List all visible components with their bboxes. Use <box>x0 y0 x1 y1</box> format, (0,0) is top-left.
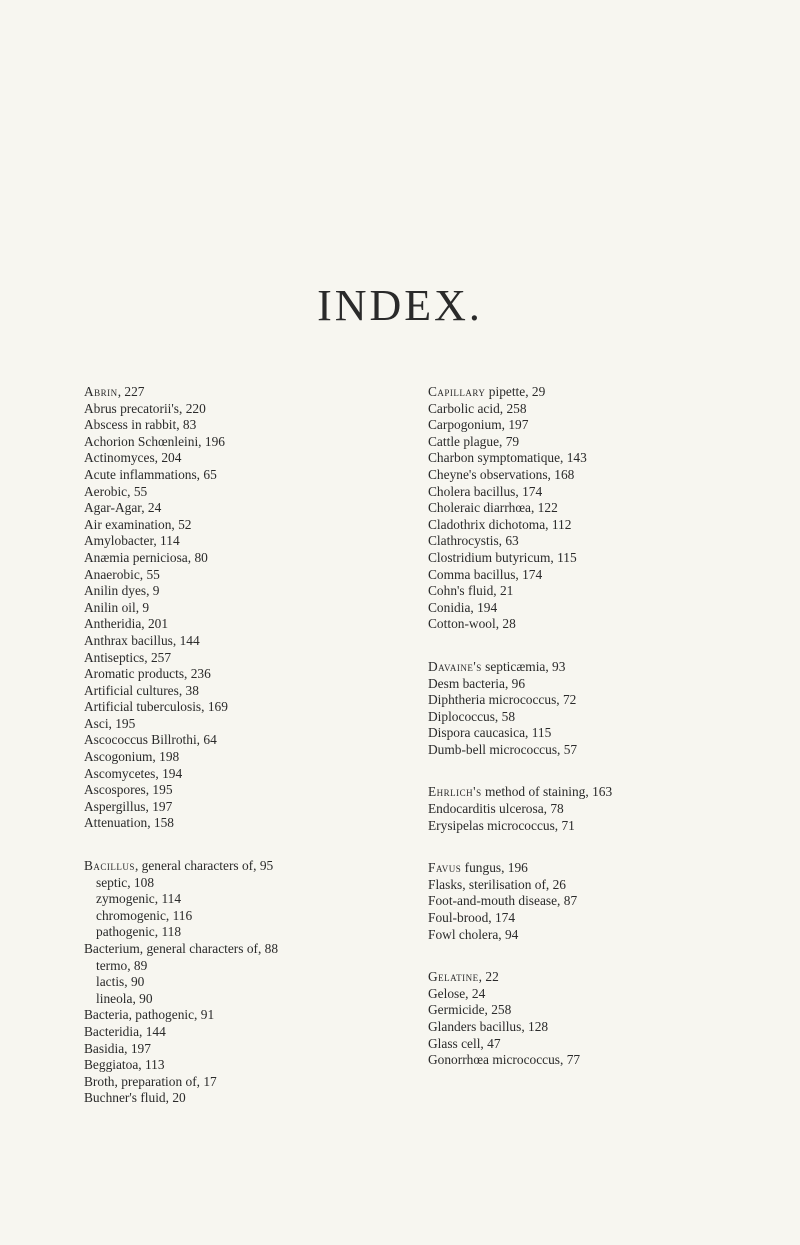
index-entry-text: septicæmia, 93 <box>481 658 566 674</box>
index-entry <box>428 384 800 401</box>
index-entry: Ascogonium, 198 <box>84 749 180 765</box>
index-entry: Actinomyces, 204 <box>84 450 182 466</box>
index-entry-lead: Abrin <box>84 384 118 399</box>
index-entry: Ascospores, 195 <box>84 782 173 798</box>
index-entry <box>84 858 464 875</box>
index-entry: Cheyne's observations, 168 <box>428 466 575 482</box>
index-entry: Artificial tuberculosis, 169 <box>84 699 228 715</box>
index-entry-text: method of staining, 163 <box>481 784 613 800</box>
index-section <box>84 858 464 1107</box>
index-entry-text: fungus, 196 <box>461 860 528 876</box>
index-section <box>428 659 800 759</box>
index-entry <box>428 860 800 877</box>
index-entry: Aerobic, 55 <box>84 483 148 499</box>
index-entry: Anaerobic, 55 <box>84 566 160 582</box>
index-subentry: lineola, 90 <box>96 990 153 1006</box>
index-entry-text: , general characters of, 95 <box>134 858 274 874</box>
index-section <box>428 969 800 1069</box>
index-entry: Comma bacillus, 174 <box>428 566 543 582</box>
index-entry: Charbon symptomatique, 143 <box>428 450 587 466</box>
page-title: INDEX. <box>317 281 483 330</box>
index-entry-text: pipette, 29 <box>485 384 546 399</box>
index-entry: Abscess in rabbit, 83 <box>84 417 197 433</box>
index-subentry: chromogenic, 116 <box>96 907 193 923</box>
index-entry-lead: Davaine's <box>428 658 482 674</box>
index-entry: Anæmia perniciosa, 80 <box>84 549 208 565</box>
index-entry-text: , 227 <box>117 384 145 399</box>
index-entry: Ascococcus Billrothi, 64 <box>84 732 217 748</box>
index-entry: Clathrocystis, 63 <box>428 533 519 549</box>
index-entry: Cholera bacillus, 174 <box>428 483 543 499</box>
index-entry <box>428 659 800 676</box>
index-entry: Choleraic diarrhœa, 122 <box>428 500 558 516</box>
index-entry: Antiseptics, 257 <box>84 649 172 665</box>
index-entry-lead: Capillary <box>428 384 486 399</box>
index-entry: Beggiatoa, 113 <box>84 1057 165 1073</box>
index-entry: Artificial cultures, 38 <box>84 682 199 698</box>
index-entry: Dumb-bell micrococcus, 57 <box>428 741 578 757</box>
index-entry: Cattle plague, 79 <box>428 433 520 449</box>
index-entry: Abrus precatorii's, 220 <box>84 400 206 416</box>
index-entry: Fowl cholera, 94 <box>428 926 519 942</box>
index-entry: Basidia, 197 <box>84 1040 151 1056</box>
index-entry-lead: Bacillus <box>84 858 135 874</box>
index-entry: Desm bacteria, 96 <box>428 675 526 691</box>
index-subentry: lactis, 90 <box>96 974 145 990</box>
index-entry: Attenuation, 158 <box>84 815 175 831</box>
index-entry: Foul-brood, 174 <box>428 910 516 926</box>
index-entry-lead: Gelatine <box>428 969 479 985</box>
index-entry: Erysipelas micrococcus, 71 <box>428 817 575 833</box>
index-entry: Bacteridia, 144 <box>84 1023 166 1039</box>
index-entry: Air examination, 52 <box>84 516 192 532</box>
index-entry: Diphtheria micrococcus, 72 <box>428 692 577 708</box>
index-entry: Gelose, 24 <box>428 985 486 1001</box>
index-entry: Gonorrhœa micrococcus, 77 <box>428 1052 581 1068</box>
index-entry: Cladothrix dichotoma, 112 <box>428 516 572 532</box>
index-column-left <box>84 384 464 1133</box>
index-entry: Conidia, 194 <box>428 599 498 615</box>
index-entry: Bacterium, general characters of, 88 <box>84 941 279 956</box>
index-entry: Bacteria, pathogenic, 91 <box>84 1007 215 1023</box>
index-entry: Foot-and-mouth disease, 87 <box>428 893 578 909</box>
index-section <box>428 384 800 633</box>
index-entry: Buchner's fluid, 20 <box>84 1090 186 1106</box>
index-entry-text: , 22 <box>478 969 499 985</box>
index-entry: Diplococcus, 58 <box>428 708 516 724</box>
index-entry: Cohn's fluid, 21 <box>428 583 514 599</box>
index-entry: Agar-Agar, 24 <box>84 500 162 516</box>
index-section <box>84 384 464 832</box>
index-subentry: septic, 108 <box>96 874 155 890</box>
index-entry <box>428 784 800 801</box>
index-subentry: zymogenic, 114 <box>96 891 182 907</box>
index-entry: Cotton-wool, 28 <box>428 616 516 632</box>
index-entry: Glanders bacillus, 128 <box>428 1019 549 1034</box>
index-entry <box>84 384 464 401</box>
index-entry: Anilin oil, 9 <box>84 599 150 615</box>
index-entry: Dispora caucasica, 115 <box>428 725 552 741</box>
index-entry-lead: Favus <box>428 860 462 876</box>
index-entry-lead: Ehrlich's <box>428 784 482 800</box>
index-entry: Acute inflammations, 65 <box>84 466 217 482</box>
index-entry: Flasks, sterilisation of, 26 <box>428 876 566 892</box>
index-entry: Broth, preparation of, 17 <box>84 1073 217 1089</box>
index-column-right <box>428 384 800 1095</box>
index-entry: Aspergillus, 197 <box>84 798 173 814</box>
index-entry: Aromatic products, 236 <box>84 666 211 682</box>
index-entry: Carpogonium, 197 <box>428 417 529 433</box>
index-section <box>428 784 800 834</box>
index-entry: Anthrax bacillus, 144 <box>84 632 200 648</box>
index-entry: Glass cell, 47 <box>428 1035 501 1051</box>
index-entry: Anilin dyes, 9 <box>84 583 160 599</box>
index-entry: Carbolic acid, 258 <box>428 400 527 416</box>
index-subentry: pathogenic, 118 <box>96 924 182 940</box>
index-entry: Asci, 195 <box>84 715 136 731</box>
index-section <box>428 860 800 943</box>
index-entry: Ascomycetes, 194 <box>84 765 183 781</box>
index-entry: Achorion Schœnleini, 196 <box>84 433 225 449</box>
index-subentry: termo, 89 <box>96 957 148 973</box>
index-entry: Amylobacter, 114 <box>84 533 180 549</box>
index-entry: Clostridium butyricum, 115 <box>428 549 577 565</box>
index-entry: Antheridia, 201 <box>84 616 169 632</box>
index-entry <box>428 969 800 986</box>
index-entry: Germicide, 258 <box>428 1002 512 1018</box>
index-entry: Endocarditis ulcerosa, 78 <box>428 801 564 817</box>
